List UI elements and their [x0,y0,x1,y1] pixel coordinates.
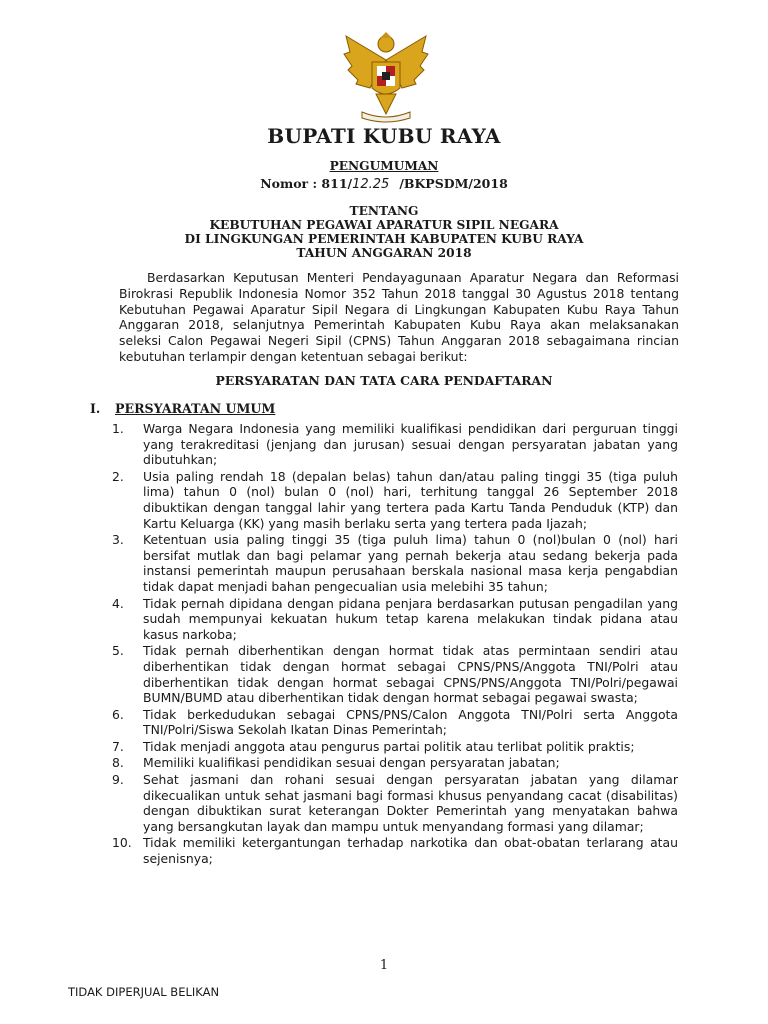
subsection-title: PERSYARATAN UMUM [115,401,276,416]
intro-paragraph: Berdasarkan Keputusan Menteri Pendayagunaan Aparatur Negara dan Reformasi Birokrasi Republik Indonesia Nomor 352 Tahun 2018 tanggal 30 Agustus 2018 tentang Kebutuhan Pegawai Aparatur Sipil Negara di Lingkungan Kabupaten Kubu Raya Tahun Anggaran 2018, selanjutnya Pemerintah Kabupaten Kubu Raya akan melaksanakan seleksi Calon Pegawai Negeri Sipil (CPNS) Tahun Anggaran 2018 sebagaimana rincian kebutuhan terlampir dengan ketentuan sebagai berikut: [119,270,679,364]
footer-note: TIDAK DIPERJUAL BELIKAN [68,985,220,999]
list-item: 8. Memiliki kualifikasi pendidikan sesuai dengan persyaratan jabatan; [112,755,560,771]
list-item: 10. Tidak memiliki ketergantungan terhadap narkotika dan obat-obatan terlarang atau sejenisnya; [112,835,678,867]
list-item: 1. Warga Negara Indonesia yang memiliki kualifikasi pendidikan dari perguruan tinggi yang terakreditasi (jenjang dan jurusan) sesuai dengan persyaratan jabatan yang dibutuhkan; [112,421,678,468]
requirements-list [112,421,678,868]
subsection-heading [90,401,275,416]
list-item: 5. Tidak pernah diberhentikan dengan hormat tidak atas permintaan sendiri atau diberhentikan tidak dengan hormat sebagai CPNS/PNS/Anggota TNI/Polri atau diberhentikan tidak dengan hormat sebagai CPNS/PNS/Anggota TNI/Polri/pegawai BUMN/BUMD atau diberhentikan tidak dengan hormat sebagai pegawai swasta; [112,643,678,706]
subject-line-2: DI LINGKUNGAN PEMERINTAH KABUPATEN KUBU RAYA [184,232,584,246]
tentang-label: TENTANG [349,204,419,218]
list-item: 6. Tidak berkedudukan sebagai CPNS/PNS/Calon Anggota TNI/Polri serta Anggota TNI/Polri/Siswa Sekolah Ikatan Dinas Pemerintah; [112,706,678,738]
document-number: Nomor : 811/12.25 /BKPSDM/2018 [260,176,508,192]
list-item: 4. Tidak pernah dipidana dengan pidana penjara berdasarkan putusan pengadilan yang sudah mempunyai kekuatan hukum tetap karena melakukan tindak pidana atau kasus narkoba; [112,595,678,642]
subsection-number: I. [90,401,101,416]
subject-line-1: KEBUTUHAN PEGAWAI APARATUR SIPIL NEGARA [209,218,559,232]
document-title: BUPATI KUBU RAYA [267,124,501,148]
list-item: 2. Usia paling rendah 18 (depalan belas) tahun dan/atau paling tinggi 35 (tiga puluh lima) tahun 0 (nol) bulan 0 (nol) hari, terhitung tanggal 26 September 2018 dibuktikan dengan tanggal lahir yang tertera pada Kartu Tanda Penduduk (KTP) dan Kartu Keluarga (KK) yang masih berlaku serta yang tertera pada Ijazah; [112,468,678,531]
page-number: 1 [379,958,389,973]
subject-line-3: TAHUN ANGGARAN 2018 [296,246,472,260]
section-title: PERSYARATAN DAN TATA CARA PENDAFTARAN [215,373,553,388]
garuda-emblem-icon [340,30,432,126]
doc-type: PENGUMUMAN [329,159,439,173]
list-item: 3. Ketentuan usia paling tinggi 35 (tiga puluh lima) tahun 0 (nol)bulan 0 (nol) hari bersifat mutlak dan bagi pelamar yang pernah bekerja atau sedang bekerja pada instansi pemerintah maupun perusahaan berskala nasional masa kerja pengabdian tidak dapat menjadi bahan pengecualian usia melebihi 35 tahun; [112,532,678,594]
list-item: 9. Sehat jasmani dan rohani sesuai dengan persyaratan jabatan yang dilamar dikecualikan untuk sehat jasmani bagi formasi khusus penyandang cacat (disabilitas) dengan dibuktikan surat keterangan Dokter Pemerintah yang menyatakan bahwa yang bersangkutan layak dan mampu untuk menyandang formasi yang dilamar; [112,772,678,834]
list-item: 7. Tidak menjadi anggota atau pengurus partai politik atau terlibat politik praktis; [112,738,635,754]
